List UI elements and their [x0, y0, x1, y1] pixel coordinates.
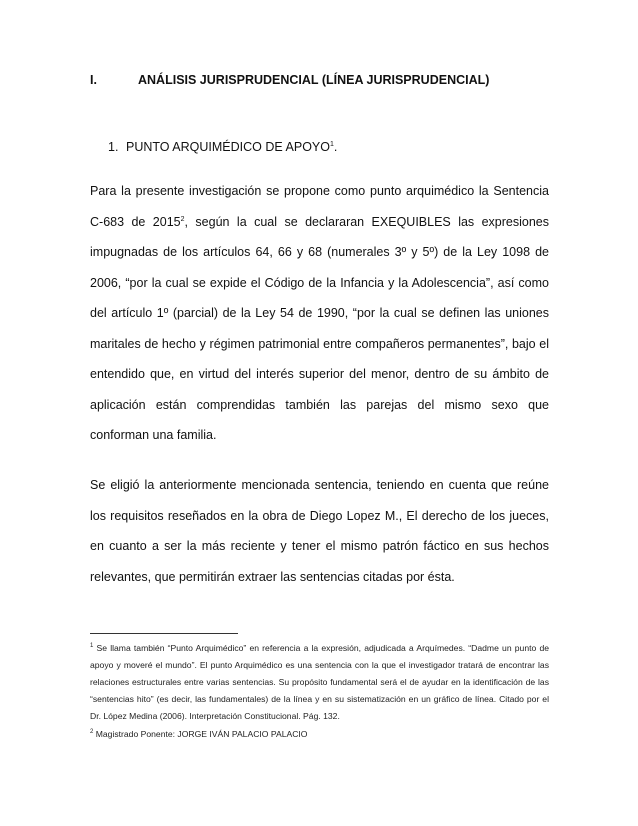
section-title: ANÁLISIS JURISPRUDENCIAL (LÍNEA JURISPRUDENCIAL) — [138, 73, 490, 87]
subsection-title-wrap — [126, 140, 337, 154]
footnote-1 — [90, 640, 549, 725]
body-paragraph-2: Se eligió la anteriormente mencionada sentencia, teniendo en cuenta que reúne los requisitos reseñados en la obra de Diego Lopez M., El derecho de los jueces, en cuanto a ser la más reciente y tener el mismo patrón fáctico en sus hechos relevantes, que permitirán extraer las sentencias citadas por ésta. — [90, 478, 549, 584]
footnote-1-marker: 1 — [90, 643, 94, 650]
subsection-number: 1. — [108, 140, 119, 154]
footnote-ref-2[interactable]: 2 — [180, 215, 185, 223]
paragraph-1-text-a: Para la presente investigación se propone como punto arquimédico la Sentencia C-683 de 2015 — [90, 184, 549, 229]
subsection-suffix: . — [333, 140, 338, 154]
section-number: I. — [90, 73, 97, 87]
footnote-2 — [90, 726, 549, 743]
footnote-separator — [90, 633, 238, 634]
footnote-2-text: Magistrado Ponente: JORGE IVÁN PALACIO PALACIO — [93, 729, 308, 739]
footnote-ref-1[interactable]: 1 — [329, 140, 334, 148]
footnote-2-marker: 2 — [90, 729, 94, 736]
body-paragraph-1 — [90, 176, 549, 451]
paragraph-1-text-b: , según la cual se declararan EXEQUIBLES las expresiones impugnadas de los artículos 64, 66 y 68 (numerales 3º y 5º) de la Ley 1098 de 2006, “por la cual se expide el Código de la Infancia y la Adolescencia”, así como del artículo 1º (parcial) de la Ley 54 de 1990, “por la cual se definen las uniones maritales de hecho y régimen patrimonial entre compañeros permanentes”, bajo el entendido que, en virtud del interés superior del menor, dentro de su ámbito de aplicación están comprendidas también las parejas del mismo sexo que conforman una familia. — [90, 214, 549, 442]
footnote-1-text: Se llama también “Punto Arquimédico” en referencia a la expresión, adjudicada a Arquímedes. “Dadme un punto de apoyo y moveré el mundo”. El punto Arquimédico es una sentencia con la que el investigador tratará de encontrar las relaciones estructurales entre varias sentencias. Su propósito fundamental será el de ayudar en la identificación de las “sentencias hito” (es decir, las fundamentales) de la línea y en su sistematización en un gráfico de línea. Citado por el Dr. López Medina (2006). Interpretación Constitucional. Pág. 132. — [90, 643, 549, 721]
subsection-title: PUNTO ARQUIMÉDICO DE APOYO — [126, 140, 330, 154]
